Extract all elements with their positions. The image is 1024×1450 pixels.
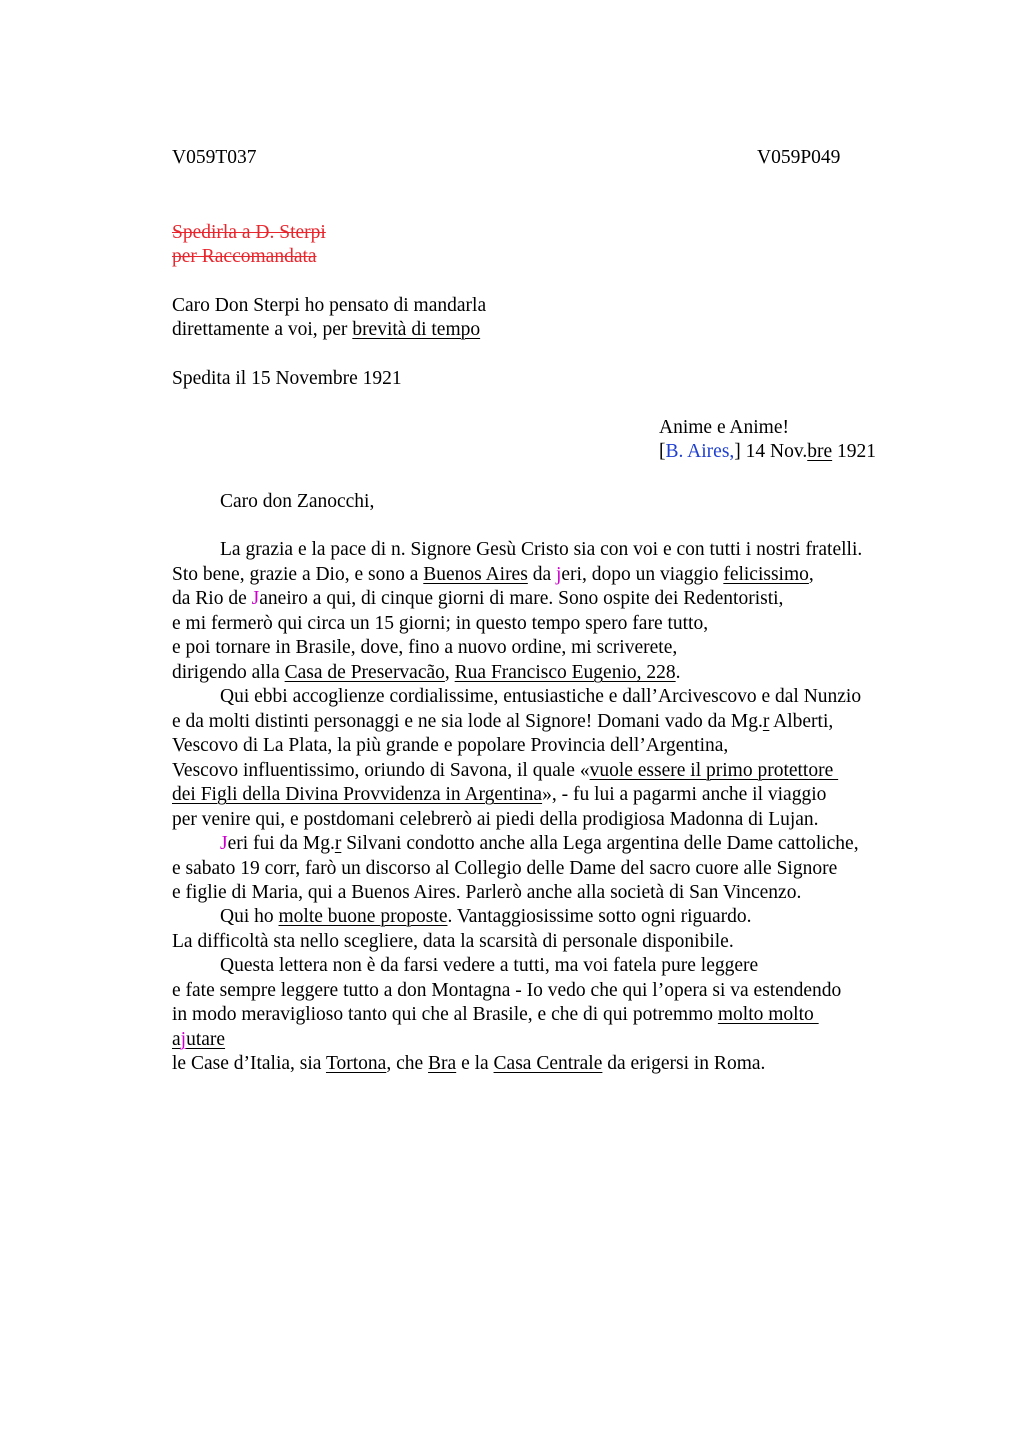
body-line-12: per venire qui, e postdomani celebrerò ai piedi della prodigiosa Madonna di Lujan. bbox=[172, 809, 819, 830]
body-line-19: e fate sempre leggere tutto a don Montagna - Io vedo che qui l’opera si va estendendo bbox=[172, 980, 842, 1001]
header-left-code: V059T037 bbox=[172, 147, 257, 168]
text-span: Qui ho bbox=[220, 906, 279, 927]
dateline-motto: Anime e Anime! bbox=[659, 417, 789, 438]
body-line-16 bbox=[220, 905, 752, 929]
corrected-letter: j bbox=[555, 564, 562, 585]
underlined-place: Bra bbox=[428, 1053, 457, 1074]
dateline-bracket-open: [ bbox=[659, 441, 666, 462]
text-span: Vescovo influentissimo, oriundo di Savona, il quale « bbox=[172, 760, 590, 781]
text-span: in modo meraviglioso tanto qui che al Brasile, e che di qui potremmo bbox=[172, 1004, 718, 1025]
text-span: . Vantaggiosissime sotto ogni riguardo. bbox=[447, 906, 752, 927]
underlined-place: Tortona bbox=[325, 1053, 387, 1074]
underlined-address: Casa de Preservacão bbox=[284, 662, 445, 683]
abbrev-superscript: r bbox=[762, 711, 770, 732]
body-line-1: La grazia e la pace di n. Signore Gesù Cristo sia con voi e con tutti i nostri fratelli. bbox=[220, 539, 863, 560]
body-line-8 bbox=[172, 710, 833, 734]
header-right-code: V059P049 bbox=[757, 147, 841, 168]
body-line-21 bbox=[172, 1028, 225, 1052]
underlined-place: Buenos Aires bbox=[423, 564, 528, 585]
underlined-phrase: molto molto bbox=[717, 1004, 819, 1025]
underlined-quote: dei Figli della Divina Provvidenza in Argentina bbox=[172, 784, 543, 805]
underlined-phrase: a bbox=[172, 1029, 181, 1050]
struck-note-line-1: Spedirla a D. Sterpi bbox=[172, 222, 326, 243]
body-line-3 bbox=[172, 587, 783, 611]
text-span: Sto bene, grazie a Dio, e sono a bbox=[172, 564, 424, 585]
corrected-letter: j bbox=[180, 1029, 187, 1050]
body-line-5: e poi tornare in Brasile, dove, fino a nuovo ordine, mi scriverete, bbox=[172, 637, 678, 658]
dateline-year: 1921 bbox=[832, 441, 877, 462]
dateline bbox=[659, 440, 876, 464]
text-span: , che bbox=[386, 1053, 429, 1074]
body-line-18: Questa lettera non è da farsi vedere a tutti, ma voi fatela pure leggere bbox=[220, 955, 759, 976]
corrected-letter: J bbox=[251, 588, 260, 609]
text-span: eri fui da Mg. bbox=[227, 833, 335, 854]
text-span: », - fu lui a pagarmi anche il viaggio bbox=[542, 784, 827, 805]
body-line-10 bbox=[172, 759, 838, 783]
text-span: , bbox=[444, 662, 455, 683]
dateline-date: ] 14 Nov. bbox=[734, 441, 808, 462]
body-line-9: Vescovo di La Plata, la più grande e popolare Provincia dell’Argentina, bbox=[172, 735, 729, 756]
text-span: Silvani condotto anche alla Lega argentina delle Dame cattoliche, bbox=[341, 833, 859, 854]
abbrev-superscript: r bbox=[334, 833, 342, 854]
body-line-14: e sabato 19 corr, farò un discorso al Collegio delle Dame del sacro cuore alle Signore bbox=[172, 858, 838, 879]
corrected-letter: J bbox=[220, 833, 228, 854]
dateline-month-abbrev: bre bbox=[807, 441, 833, 462]
underlined-place: Casa Centrale bbox=[493, 1053, 603, 1074]
text-span: eri, dopo un viaggio bbox=[561, 564, 724, 585]
text-span: aneiro a qui, di cinque giorni di mare. Sono ospite dei Redentoristi, bbox=[259, 588, 784, 609]
body-line-17: La difficoltà sta nello scegliere, data la scarsità di personale disponibile. bbox=[172, 931, 734, 952]
underlined-address: Rua Francisco Eugenio, 228 bbox=[454, 662, 676, 683]
body-line-4: e mi fermerò qui circa un 15 giorni; in questo tempo spero fare tutto, bbox=[172, 613, 709, 634]
underlined-quote: vuole essere il primo protettore bbox=[589, 760, 839, 781]
body-line-22 bbox=[172, 1052, 765, 1076]
text-span: dirigendo alla bbox=[172, 662, 285, 683]
body-line-2 bbox=[172, 563, 814, 587]
text-span: e la bbox=[456, 1053, 494, 1074]
underlined-phrase: utare bbox=[186, 1029, 226, 1050]
text-span: da erigersi in Roma. bbox=[602, 1053, 766, 1074]
body-line-6 bbox=[172, 661, 681, 685]
text-span: le Case d’Italia, sia bbox=[172, 1053, 326, 1074]
note-underlined-phrase: brevità di tempo bbox=[352, 319, 481, 340]
text-span: . bbox=[675, 662, 681, 683]
body-line-7: Qui ebbi accoglienze cordialissime, entusiastiche e dall’Arcivescovo e dal Nunzio bbox=[220, 686, 862, 707]
struck-note-line-2: per Raccomandata bbox=[172, 246, 317, 267]
body-line-20 bbox=[172, 1003, 819, 1027]
note-line-1: Caro Don Sterpi ho pensato di mandarla bbox=[172, 295, 487, 316]
sent-date-note: Spedita il 15 Novembre 1921 bbox=[172, 368, 402, 389]
text-span: , bbox=[808, 564, 814, 585]
body-line-11 bbox=[172, 783, 826, 807]
note-line-2-text: direttamente a voi, per bbox=[172, 319, 353, 340]
body-line-15: e figlie di Maria, qui a Buenos Aires. Parlerò anche alla società di San Vincenzo. bbox=[172, 882, 802, 903]
note-line-2 bbox=[172, 318, 480, 342]
underlined-phrase: molte buone proposte bbox=[278, 906, 448, 927]
dateline-place: B. Aires, bbox=[665, 441, 735, 462]
text-span: da bbox=[527, 564, 556, 585]
text-span: Alberti, bbox=[769, 711, 834, 732]
text-span: e da molti distinti personaggi e ne sia lode al Signore! Domani vado da Mg. bbox=[172, 711, 763, 732]
body-line-13 bbox=[220, 832, 859, 856]
greeting: Caro don Zanocchi, bbox=[220, 491, 375, 512]
underlined-word: felicissimo bbox=[723, 564, 809, 585]
text-span: da Rio de bbox=[172, 588, 252, 609]
